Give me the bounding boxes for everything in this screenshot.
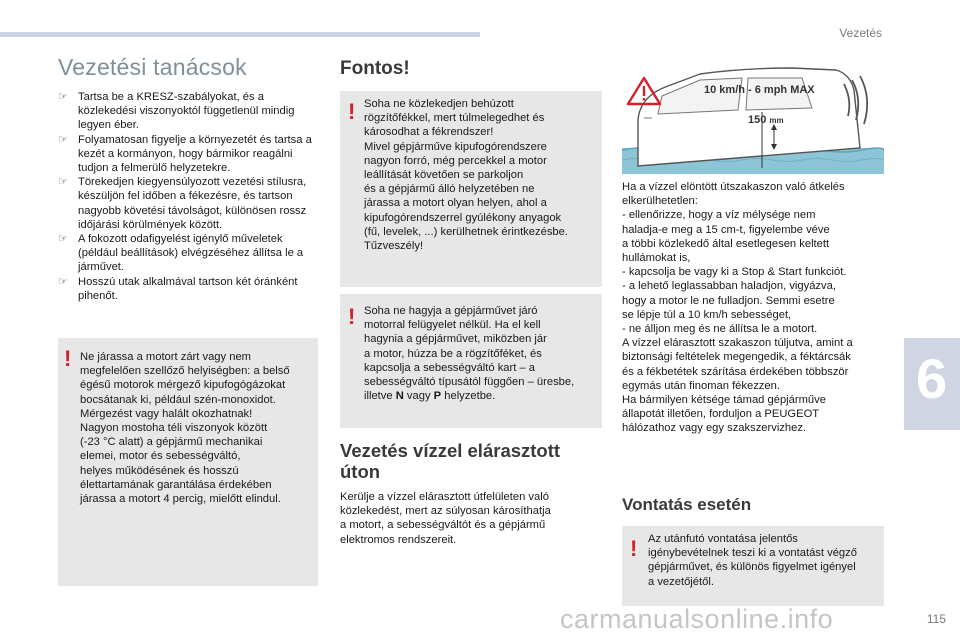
exhaust-warning-box xyxy=(58,338,318,586)
parking-brake-warning-text: Soha ne közlekedjen behúzott rögzítőfékkel, mert túlmelegedhet és károsodhat a fékrendszer! Mivel gépjárműve kipufogórendszere nagyon forró, még percekkel a motor leállítását követően se parkoljon és a gépjármű álló helyzetében ne járassa a motort olyan helyen, ahol a kipufogórendszerrel gyúlékony anyagok (fű, levelek, ...) kerülhetnek érintkezésbe. Tűzveszély! xyxy=(364,98,568,253)
list-item: ☞ Folyamatosan figyelje a környezetét és tartsa a kezét a kormányon, hogy bármikor reagálni tudjon a felmerülő helyzetekre. xyxy=(58,133,312,175)
section-title: Vezetés xyxy=(839,26,882,40)
pointing-hand-icon: ☞ xyxy=(58,133,68,146)
pointing-hand-icon: ☞ xyxy=(58,176,68,189)
flooded-road-instructions: Ha a vízzel elöntött útszakaszon való átkelés elkerülhetetlen: - ellenőrizze, hogy a víz mélysége nem haladja-e meg a 15 cm-t, figyelembe véve a többi közlekedő által esetlegesen keltett hullámokat is, - kapcsolja be vagy ki a Stop & Start funkciót. - a lehető leglassabban haladjon, vigyázva, hogy a motor le ne fulladjon. Semmi esetre se lépje túl a 10 km/h sebességet, - ne álljon meg és ne állítsa le a motort. A vízzel elárasztott szakaszon túljutva, amint a biztonsági feltételek megengedik, a féktárcsák és a fékbetétek szárítása érdekében többször egymás után finoman fékezzen. Ha bármilyen kétsége támad gépjárműve állapotát illetően, forduljon a PEUGEOT hálózathoz vagy egy szakszervizhez. xyxy=(622,181,853,435)
warning-icon: ! xyxy=(64,346,72,371)
page-title: Vezetési tanácsok xyxy=(58,54,247,80)
parking-brake-warning-box xyxy=(340,91,602,287)
pointing-hand-icon: ☞ xyxy=(58,233,68,246)
tips-list xyxy=(58,90,320,303)
watermark: carmanualsonline.info xyxy=(560,604,834,634)
unattended-warning-box xyxy=(340,294,602,428)
flooded-road-text: Kerülje a vízzel elárasztott útfelületen való közlekedést, mert az súlyosan károsíthatja a motort, a sebességváltót és a gépjármű elektromos rendszereit. xyxy=(340,491,551,546)
list-item: ☞ Tartsa be a KRESZ-szabályokat, és a közlekedési viszonyoktól függetlenül mindig legyen éber. xyxy=(58,91,295,132)
warning-icon: ! xyxy=(348,304,356,329)
list-item: ☞ Törekedjen kiegyensúlyozott vezetési stílusra, készüljön fel időben a fékezésre, és tartson nagyobb követési távolságot, különösen rossz időjárási körülmények között. xyxy=(58,176,307,231)
chapter-tab: 6 xyxy=(904,338,960,430)
depth-label: 150 mm xyxy=(748,114,784,126)
towing-heading: Vontatás esetén xyxy=(622,495,752,514)
warning-icon: ! xyxy=(348,99,356,124)
exhaust-warning-text: Ne járassa a motort zárt vagy nem megfelelően szellőző helyiségben: a belső égésű motorok mérgező kipufogógázokat bocsátanak ki, például szén-monoxidot. Mérgezést vagy halált okozhatnak! Nagyon mostoha téli viszonyok között (-23 °C alatt) a gépjármű mechanikai elemei, motor és sebességváltó, helyes működésének és hosszú élettartamának garantálása érdekében járassa a motort 4 percig, mielőtt elindul. xyxy=(80,351,290,506)
flooded-road-heading: Vezetés vízzel elárasztott úton xyxy=(340,440,561,482)
list-item: ☞ Hosszú utak alkalmával tartson két óránként pihenőt. xyxy=(58,275,298,302)
towing-warning-box xyxy=(622,526,884,606)
page-number: 115 xyxy=(926,612,946,626)
speed-limit-label: 10 km/h - 6 mph MAX xyxy=(704,84,815,96)
list-item: ☞ A fokozott odafigyelést igénylő műveletek (például beállítások) elvégzéséhez állítsa le a járművet. xyxy=(58,233,304,274)
pointing-hand-icon: ☞ xyxy=(58,275,68,288)
header-bar xyxy=(0,32,480,37)
pointing-hand-icon: ☞ xyxy=(58,91,68,103)
warning-icon: ! xyxy=(630,536,638,561)
towing-warning-text: Az utánfutó vontatása jelentős igénybevételnek teszi ki a vontatást végző gépjárművet, és különös figyelmet igényel a vezetőjétől. xyxy=(648,533,857,588)
unattended-warning-text: Soha ne hagyja a gépjárművet járó motorral felügyelet nélkül. Ha el kell hagynia a gépjárművet, miközben jár a motor, húzza be a rögzítőféket, és kapcsolja a sebességváltó kart – a sebességváltó típusától függően – üresbe, illetve N vagy P helyzetbe. xyxy=(364,305,575,403)
flooded-road-illustration xyxy=(622,56,884,174)
fontos-heading: Fontos! xyxy=(340,58,410,79)
